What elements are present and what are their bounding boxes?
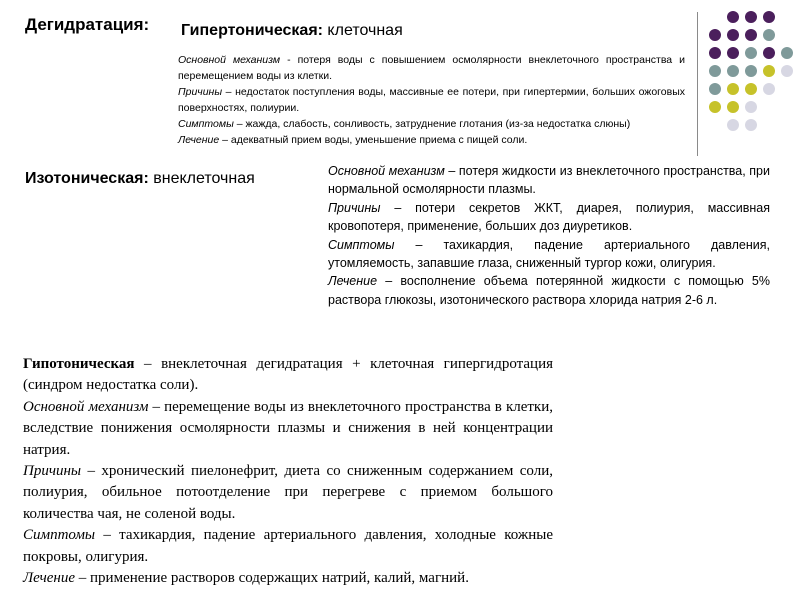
decor-dot [745,29,757,41]
decor-dot [727,83,739,95]
hypertonic-heading-bold: Гипертоническая: [181,22,323,39]
slide-title: Дегидратация: [25,15,150,34]
isotonic-treatment: Лечение – восполнение объема потерянной жидкости с помощью 5% раствора глюкозы, изотонического раствора хлорида натрия 2-6 л. [328,274,770,307]
hypertonic-symptoms: Симптомы – жажда, слабость, сонливость, затруднение глотания (из-за недостатка слюны) [178,118,631,131]
decor-dot [727,29,739,41]
decor-dot [763,83,775,95]
decor-dot [745,83,757,95]
decor-dot [709,65,721,77]
decor-dot [745,101,757,113]
hypertonic-description [178,52,685,149]
decor-dot-grid [706,8,796,138]
isotonic-symptoms: Симптомы – тахикардия, падение артериального давления, утомляемость, запавшие глаза, сниженный тургор кожи, олигурия. [328,237,770,271]
decor-dot [709,101,721,113]
decor-dot [745,11,757,23]
hypotonic-symptoms: Симптомы – тахикардия, падение артериального давления, холодные кожные покровы, олигурия. [23,527,553,565]
decor-dot [727,65,739,77]
decor-dot [727,47,739,59]
decor-dot [727,11,739,23]
decor-dot [709,83,721,95]
hypotonic-heading: Гипотоническая – внеклеточная дегидратация + клеточная гипергидротация (синдром недостатка соли). [23,356,553,394]
decor-dot [709,29,721,41]
decor-divider-line [697,12,698,156]
decor-dot [727,119,739,131]
decor-dot [727,101,739,113]
hypotonic-mechanism: Основной механизм – перемещение воды из внеклеточного пространства в клетки, вследствие понижения осмолярности плазмы и снижения в ней концентрации натрия. [23,398,553,458]
isotonic-mechanism: Основной механизм – потеря жидкости из внеклеточного пространства, при нормальной осмолярности плазмы. [328,164,770,197]
decor-dot [763,65,775,77]
hypertonic-treatment: Лечение – адекватный прием воды, уменьшение приема с пищей соли. [178,134,528,147]
isotonic-heading [25,170,255,188]
decor-dot [763,29,775,41]
isotonic-heading-bold: Изотоническая: [25,170,149,187]
decor-dot [781,47,793,59]
isotonic-causes: Причины – потери секретов ЖКТ, диарея, полиурия, массивная кровопотеря, применение, больших доз диуретиков. [328,200,770,234]
hypertonic-heading-rest: клеточная [322,22,403,39]
hypertonic-causes: Причины – недостаток поступления воды, массивные ее потери, при гипертермии, больших ожоговых поверхностях, полиурии. [178,86,685,115]
hypotonic-causes: Причины – хронический пиелонефрит, диета со сниженным содержанием соли, полиурия, обильное потоотделение при перегреве с приемом большого количества чая, не соленой воды. [23,463,553,522]
isotonic-heading-rest: внеклеточная [148,170,255,187]
decor-dot [781,65,793,77]
hypertonic-mechanism: Основной механизм - потеря воды с повышением осмолярности внеклеточного пространства и перемещением воды из клетки. [178,54,685,83]
hypertonic-heading [181,22,403,40]
decor-dot [745,47,757,59]
decor-dot [763,11,775,23]
isotonic-description [328,162,770,347]
decor-dot [763,47,775,59]
hypotonic-treatment: Лечение – применение растворов содержащих натрий, калий, магний. [23,570,469,587]
decor-dot [709,47,721,59]
hypotonic-description [23,354,553,589]
decor-dot [745,119,757,131]
decor-dot [745,65,757,77]
